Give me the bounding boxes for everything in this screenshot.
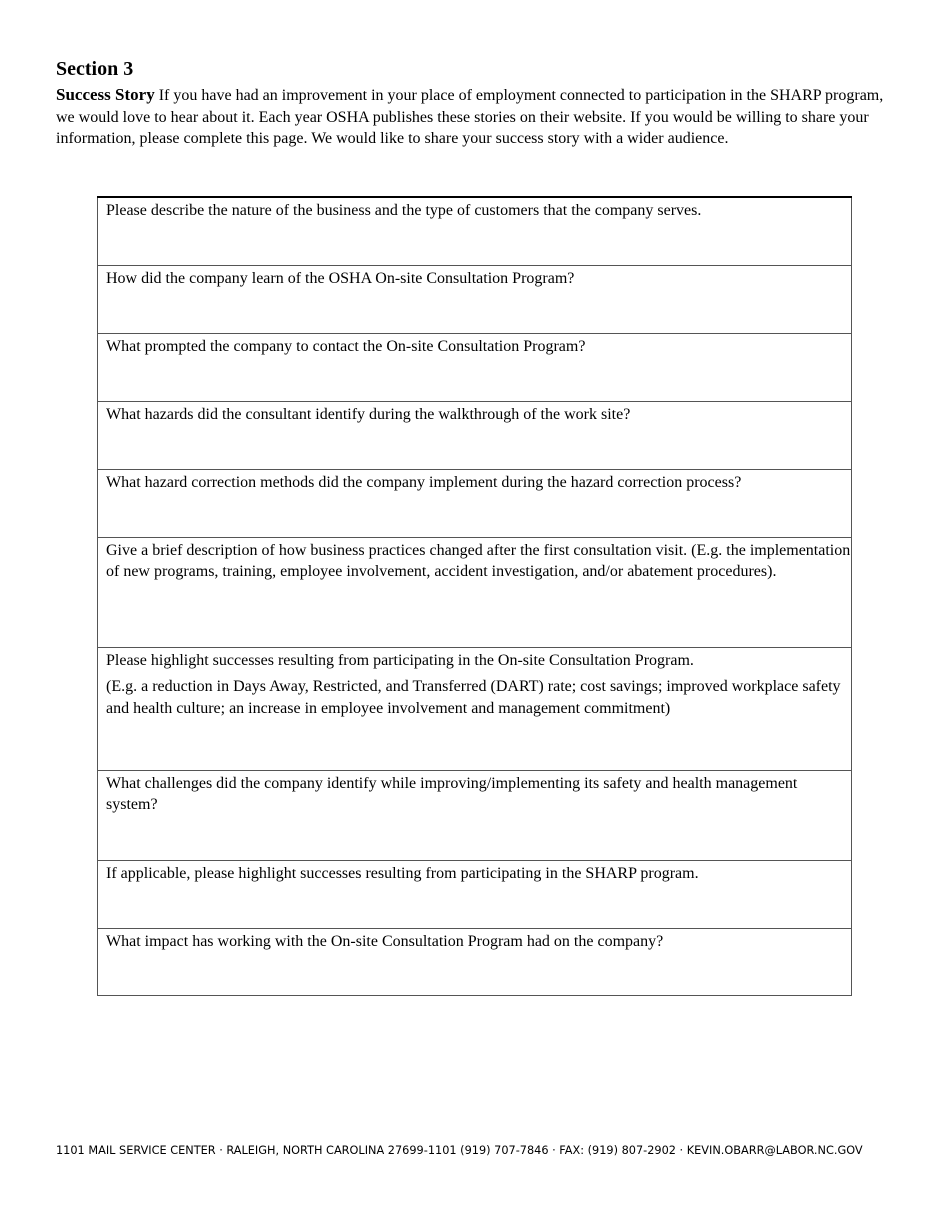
- question-cell[interactable]: [98, 401, 852, 469]
- intro-label: Success Story: [56, 85, 155, 104]
- question-cell[interactable]: [98, 860, 852, 928]
- question-text: What challenges did the company identify while improving/implementing its safety and health management system?: [106, 774, 798, 813]
- question-table: [97, 196, 852, 996]
- question-row: [98, 647, 852, 770]
- question-cell[interactable]: [98, 469, 852, 537]
- question-text: What impact has working with the On-site Consultation Program had on the company?: [106, 932, 664, 950]
- question-row: [98, 469, 852, 537]
- question-cell[interactable]: [98, 770, 852, 860]
- question-row: [98, 197, 852, 265]
- question-cell[interactable]: [98, 928, 852, 995]
- section-heading: Section 3: [56, 58, 134, 80]
- question-table-body: [98, 197, 852, 995]
- question-cell[interactable]: [98, 647, 852, 770]
- question-text: If applicable, please highlight successes resulting from participating in the SHARP program.: [106, 864, 699, 882]
- question-row: [98, 928, 852, 995]
- question-text: What hazards did the consultant identify during the walkthrough of the work site?: [106, 405, 631, 423]
- question-text: Give a brief description of how business practices changed after the first consultation visit. (E.g. the implementation of new programs, training, employee involvement, accident investigation, and/or abatement procedures).: [106, 541, 851, 580]
- intro-paragraph: [56, 84, 886, 150]
- question-row: [98, 333, 852, 401]
- question-cell[interactable]: [98, 197, 852, 265]
- question-row: [98, 860, 852, 928]
- footer-contact: 1101 MAIL SERVICE CENTER · RALEIGH, NORTH CAROLINA 27699-1101 (919) 707-7846 · FAX: (919) 807-2902 · KEVIN.OBARR@LABOR.NC.GOV: [56, 1144, 863, 1157]
- question-cell[interactable]: [98, 333, 852, 401]
- question-cell[interactable]: [98, 265, 852, 333]
- question-row: [98, 537, 852, 647]
- question-row: [98, 401, 852, 469]
- question-text: Please highlight successes resulting from participating in the On-site Consultation Program.: [106, 651, 694, 669]
- question-cell[interactable]: [98, 537, 852, 647]
- question-row: [98, 770, 852, 860]
- question-text: What hazard correction methods did the company implement during the hazard correction process?: [106, 473, 742, 491]
- question-text: (E.g. a reduction in Days Away, Restricted, and Transferred (DART) rate; cost savings; improved workplace safety and health culture; an increase in employee involvement and management commitment): [106, 678, 841, 717]
- question-text: How did the company learn of the OSHA On-site Consultation Program?: [106, 269, 575, 287]
- question-row: [98, 265, 852, 333]
- intro-text: If you have had an improvement in your place of employment connected to participation in the SHARP program, we would love to hear about it. Each year OSHA publishes these stories on their website. If you would be willing to share your information, please complete this page. We would like to share your success story with a wider audience.: [56, 87, 884, 147]
- question-text: Please describe the nature of the business and the type of customers that the company serves.: [106, 202, 702, 219]
- question-text: What prompted the company to contact the On-site Consultation Program?: [106, 337, 586, 355]
